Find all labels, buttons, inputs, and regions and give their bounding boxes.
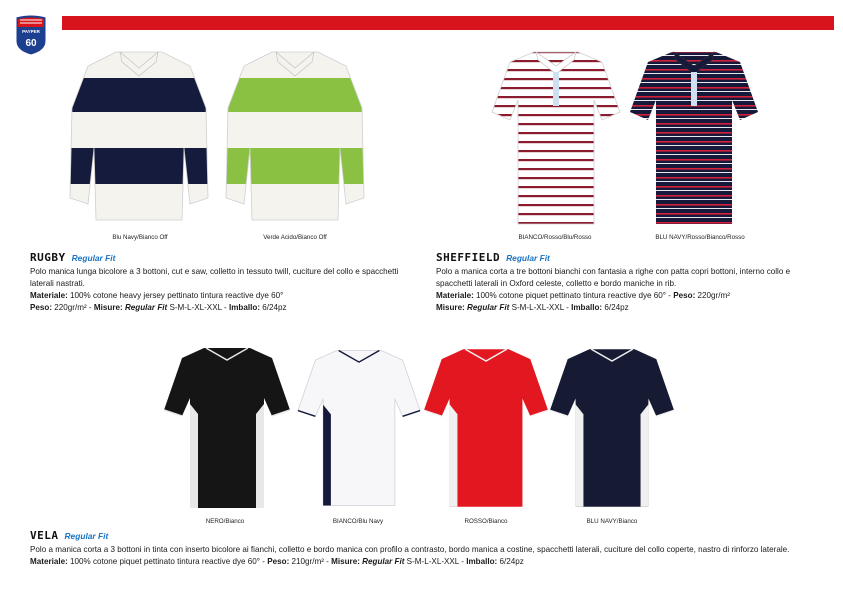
- vela-color-4: BLU NAVY/Bianco: [586, 518, 638, 525]
- vela-desc: Polo a manica corta a 3 bottoni in tinta con inserto bicolore ai fianchi, colletto e bordo manica con profilo a contrasto, bordo manica a costine, spacchetti laterali, cuciture del collo coperte, nastro di rinforzo laterale. Materiale: 100% cotone piquet pettinato tintura reactive dye 60° - Peso: 210gr/m² - Misure: Regular Fit S-M-L-XL-XXL - Imballo: 6/24pz: [30, 545, 790, 566]
- sheffield-specs: Misure: Regular Fit S-M-L-XL-XXL - Imballo: 6/24pz: [436, 303, 629, 312]
- sheffield-color-1: BIANCO/Rosso/Blu/Rosso: [518, 234, 592, 241]
- sheffield-color-2: BLU NAVY/Rosso/Bianco/Rosso: [655, 234, 745, 241]
- rugby-fit: Regular Fit: [71, 253, 116, 263]
- header-red-bar: [62, 16, 834, 30]
- sheffield-desc: Polo a manica corta a tre bottoni bianchi con fantasia a righe con patta copri bottoni, interno collo e spacchetti laterali in Oxford celeste, colletto e bordo maniche in rib.: [436, 267, 791, 288]
- rugby-desc: Polo manica lunga bicolore a 3 bottoni, cut e saw, colletto in tessuto twill, cuciture del collo e spacchetti laterali nastrati.: [30, 267, 399, 288]
- sheffield-materiale: Materiale: 100% cotone piquet pettinato tintura reactive dye 60° - Peso: 220gr/m²: [436, 291, 730, 300]
- vela-fit: Regular Fit: [64, 531, 109, 541]
- vela-shirt-white: [296, 344, 422, 512]
- rugby-description-block: [30, 252, 420, 314]
- vela-shirt-navy: [548, 344, 676, 512]
- vela-shirt-red: [422, 344, 550, 512]
- sheffield-description-block: [436, 252, 816, 314]
- rugby-materiale: Materiale: 100% cotone heavy jersey pettinato tintura reactive dye 60°: [30, 291, 284, 300]
- rugby-shirt-green: [222, 48, 368, 228]
- sheffield-name: SHEFFIELD: [436, 251, 501, 264]
- vela-color-1: NERO/Bianco: [205, 518, 245, 525]
- vela-color-2: BIANCO/Blu Navy: [332, 518, 384, 525]
- rugby-shirt-navy: [66, 48, 212, 228]
- rugby-color-2: Verde Acido/Bianco Off: [263, 234, 327, 241]
- vela-shirt-black: [162, 344, 292, 512]
- payper-logo: [14, 13, 48, 55]
- vela-color-3: ROSSO/Bianco: [464, 518, 508, 525]
- vela-description-block: [30, 530, 820, 568]
- sheffield-shirt-navy: [628, 48, 760, 228]
- vela-name: VELA: [30, 529, 59, 542]
- rugby-specs: Peso: 220gr/m² - Misure: Regular Fit S-M-L-XL-XXL - Imballo: 6/24pz: [30, 303, 287, 312]
- sheffield-shirt-white: [490, 48, 622, 228]
- sheffield-fit: Regular Fit: [506, 253, 550, 263]
- logo-text: PAYPER: [22, 29, 40, 34]
- rugby-color-1: Blu Navy/Bianco Off: [112, 234, 168, 241]
- rugby-name: RUGBY: [30, 251, 66, 264]
- logo-number: 60: [25, 38, 37, 49]
